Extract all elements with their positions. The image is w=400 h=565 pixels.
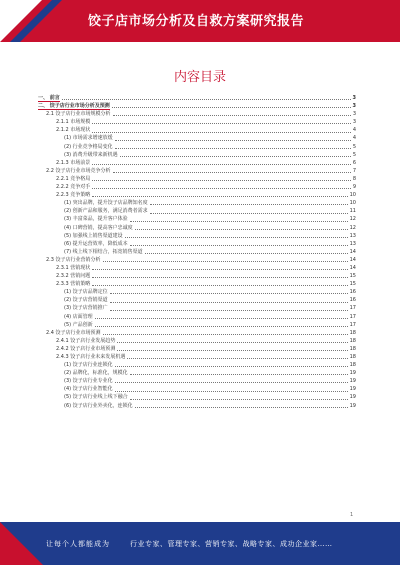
toc-entry[interactable] bbox=[38, 272, 356, 280]
report-title: 饺子店市场分析及自救方案研究报告 bbox=[88, 14, 305, 29]
toc-entry-page: 10 bbox=[349, 192, 356, 199]
toc-leader-dots bbox=[110, 296, 348, 302]
toc-entry-label: (4) 饺子店行业智能化 bbox=[64, 386, 113, 393]
toc-entry[interactable] bbox=[38, 175, 356, 183]
toc-entry-page: 18 bbox=[349, 362, 356, 369]
page-number: 1 bbox=[350, 512, 354, 518]
toc-entry-label: (3) 饺子店行业专业化 bbox=[64, 378, 113, 385]
toc-entry-page: 15 bbox=[349, 273, 356, 280]
toc-entry-label: 2.3 饺子店行业营销分析 bbox=[46, 256, 101, 263]
toc-leader-dots bbox=[95, 321, 348, 327]
toc-leader-dots bbox=[135, 402, 348, 408]
toc-entry-page: 19 bbox=[349, 378, 356, 385]
toc-entry-label: 2.2.2 竞争对手 bbox=[56, 184, 91, 191]
toc-entry-label: (6) 提升运营效率，降低成本 bbox=[64, 240, 128, 247]
toc-leader-dots bbox=[125, 232, 348, 238]
toc-entry-label: (4) 口碑营销，提高客户忠诚度 bbox=[64, 224, 133, 231]
toc-leader-dots bbox=[62, 94, 351, 100]
toc-entry[interactable] bbox=[38, 94, 356, 102]
toc-leader-dots bbox=[110, 304, 348, 310]
toc-heading: 内容目录 bbox=[173, 70, 226, 85]
toc-leader-dots bbox=[135, 224, 348, 230]
toc-entry[interactable] bbox=[38, 264, 356, 272]
toc-entry[interactable] bbox=[38, 110, 356, 118]
toc-leader-dots bbox=[92, 264, 347, 270]
table-of-contents bbox=[38, 94, 356, 410]
toc-leader-dots bbox=[130, 369, 348, 375]
toc-entry-label: (2) 品牌化，标准化，规模化 bbox=[64, 370, 128, 377]
toc-entry-page: 17 bbox=[349, 305, 356, 312]
toc-entry-label: (3) 消费升级带来新机遇 bbox=[64, 151, 118, 158]
toc-entry-label: 2.1.3 市场前景 bbox=[56, 159, 91, 166]
toc-entry-page: 12 bbox=[349, 224, 356, 231]
toc-entry-page: 19 bbox=[349, 394, 356, 401]
toc-entry[interactable] bbox=[38, 337, 356, 345]
toc-entry-page: 13 bbox=[349, 232, 356, 239]
toc-entry-label: 2.2 饺子店行业市场竞争分析 bbox=[46, 167, 111, 174]
toc-entry-label: (3) 饺子店营销推广 bbox=[64, 305, 108, 312]
toc-leader-dots bbox=[115, 134, 351, 140]
toc-entry-page: 18 bbox=[349, 337, 356, 344]
toc-entry-page: 7 bbox=[352, 167, 356, 174]
toc-leader-dots bbox=[110, 288, 348, 294]
toc-leader-dots bbox=[92, 272, 347, 278]
toc-entry[interactable] bbox=[38, 102, 356, 110]
toc-leader-dots bbox=[115, 385, 348, 391]
toc-entry-page: 18 bbox=[349, 345, 356, 352]
toc-entry-page: 15 bbox=[349, 281, 356, 288]
toc-entry-label: (5) 饺子店行业线上线下融合 bbox=[64, 394, 128, 401]
toc-entry-page: 9 bbox=[352, 184, 356, 191]
toc-entry-label: 2.3.2 营销问题 bbox=[56, 273, 91, 280]
toc-entry-page: 17 bbox=[349, 321, 356, 328]
toc-entry[interactable] bbox=[38, 240, 356, 248]
toc-entry-page: 3 bbox=[352, 111, 356, 118]
toc-entry[interactable] bbox=[38, 118, 356, 126]
toc-entry-page: 14 bbox=[349, 264, 356, 271]
toc-entry-page: 4 bbox=[352, 127, 356, 134]
footer-slogan: 让每个人都能成为 bbox=[46, 540, 110, 548]
toc-entry-label: (5) 产品创新 bbox=[64, 321, 93, 328]
toc-leader-dots bbox=[92, 118, 351, 124]
toc-entry[interactable] bbox=[38, 256, 356, 264]
header-banner bbox=[0, 0, 400, 42]
toc-leader-dots bbox=[92, 159, 351, 165]
toc-leader-dots bbox=[145, 248, 348, 254]
toc-entry[interactable] bbox=[38, 167, 356, 175]
toc-entry[interactable] bbox=[38, 215, 356, 223]
toc-leader-dots bbox=[92, 126, 351, 132]
toc-entry-label: 2.3.1 营销现状 bbox=[56, 264, 91, 271]
toc-leader-dots bbox=[92, 280, 347, 286]
toc-entry-page: 3 bbox=[352, 119, 356, 126]
toc-entry-page: 19 bbox=[349, 386, 356, 393]
toc-entry-page: 18 bbox=[349, 354, 356, 360]
toc-entry[interactable] bbox=[38, 207, 356, 215]
toc-leader-dots bbox=[103, 256, 348, 262]
toc-entry[interactable] bbox=[38, 134, 356, 142]
toc-entry-label: 2.4.2 饺子店行业市场预测 bbox=[56, 345, 116, 352]
toc-entry[interactable] bbox=[38, 183, 356, 191]
toc-entry[interactable] bbox=[38, 296, 356, 304]
toc-entry-page: 12 bbox=[349, 216, 356, 223]
toc-entry-page: 5 bbox=[352, 151, 356, 158]
toc-entry[interactable] bbox=[38, 288, 356, 296]
toc-entry-label: (2) 创新产品和服务，满足消费者需求 bbox=[64, 208, 148, 215]
toc-leader-dots bbox=[112, 102, 351, 108]
toc-entry-label: (5) 加强线上销售渠道建设 bbox=[64, 232, 123, 239]
toc-entry-label: (6) 饺子店行业外卖化，连锁化 bbox=[64, 402, 133, 409]
toc-entry-page: 10 bbox=[349, 200, 356, 207]
toc-entry-label: 2.2.1 竞争格局 bbox=[56, 175, 91, 182]
toc-entry-label: (2) 饺子店营销渠道 bbox=[64, 297, 108, 304]
toc-entry[interactable] bbox=[38, 159, 356, 167]
toc-entry-label: (3) 丰富菜品，提升客户体验 bbox=[64, 216, 128, 223]
toc-entry[interactable] bbox=[38, 353, 356, 361]
toc-entry[interactable] bbox=[38, 280, 356, 288]
toc-leader-dots bbox=[130, 393, 348, 399]
toc-leader-dots bbox=[115, 143, 351, 149]
toc-entry-page: 11 bbox=[349, 208, 356, 215]
toc-entry[interactable] bbox=[38, 361, 356, 369]
toc-leader-dots bbox=[130, 215, 348, 221]
toc-entry[interactable] bbox=[38, 191, 356, 199]
toc-entry-label: 2.4 饺子店行业市场预测 bbox=[46, 329, 101, 336]
toc-entry[interactable] bbox=[38, 143, 356, 151]
toc-entry-label: 2.1 饺子店行业市场规模分析 bbox=[46, 111, 111, 118]
toc-entry-page: 18 bbox=[349, 329, 356, 336]
toc-entry[interactable] bbox=[38, 369, 356, 377]
toc-entry-page: 6 bbox=[352, 159, 356, 166]
toc-leader-dots bbox=[113, 167, 351, 173]
footer-banner bbox=[0, 522, 400, 565]
toc-entry-page: 14 bbox=[349, 248, 356, 255]
toc-entry[interactable] bbox=[38, 151, 356, 159]
toc-entry[interactable] bbox=[38, 224, 356, 232]
toc-entry-label: 二、 饺子店行业市场分析及预测 bbox=[38, 103, 110, 110]
toc-leader-dots bbox=[150, 207, 348, 213]
toc-entry-label: 2.4.1 饺子店行业发展趋势 bbox=[56, 337, 116, 344]
toc-leader-dots bbox=[120, 151, 351, 157]
toc-entry-label: 2.2.3 竞争策略 bbox=[56, 192, 91, 199]
toc-leader-dots bbox=[92, 183, 351, 189]
toc-leader-dots bbox=[103, 329, 348, 335]
toc-entry[interactable] bbox=[38, 321, 356, 329]
toc-entry-page: 19 bbox=[349, 370, 356, 377]
toc-entry-page: 3 bbox=[352, 95, 356, 101]
footer-red-triangle bbox=[0, 522, 43, 565]
toc-entry-page: 4 bbox=[352, 135, 356, 142]
toc-entry-label: 一、 前言 bbox=[38, 95, 60, 101]
toc-entry-label: (4) 店面管理 bbox=[64, 313, 93, 320]
toc-leader-dots bbox=[117, 345, 347, 351]
toc-entry-page: 14 bbox=[349, 256, 356, 263]
toc-leader-dots bbox=[92, 175, 351, 181]
toc-entry-label: 2.1.2 市场现状 bbox=[56, 127, 91, 134]
toc-leader-dots bbox=[115, 377, 348, 383]
toc-leader-dots bbox=[117, 337, 347, 343]
toc-entry-label: (1) 市场需求增速放缓 bbox=[64, 135, 113, 142]
toc-leader-dots bbox=[150, 199, 348, 205]
toc-leader-dots bbox=[95, 313, 348, 319]
toc-entry-label: (2) 行业竞争格局变化 bbox=[64, 143, 113, 150]
toc-entry-label: 2.3.3 营销策略 bbox=[56, 281, 91, 288]
toc-entry-label: (1) 饺子店行业连锁化 bbox=[64, 362, 113, 369]
toc-entry-label: (7) 线上线下相结合，拓宽销售渠道 bbox=[64, 248, 143, 255]
toc-entry[interactable] bbox=[38, 248, 356, 256]
toc-entry-page: 19 bbox=[349, 402, 356, 409]
toc-entry-label: 2.4.3 饺子店行业未来发展机遇 bbox=[56, 354, 126, 360]
toc-entry-page: 5 bbox=[352, 143, 356, 150]
toc-leader-dots bbox=[113, 110, 351, 116]
toc-entry-label: (1) 突出品牌，提升饺子店品牌知名度 bbox=[64, 200, 148, 207]
toc-entry-label: 2.1.1 市场规模 bbox=[56, 119, 91, 126]
toc-leader-dots bbox=[127, 353, 347, 359]
footer-roles: 行业专家、管理专家、营销专家、战略专家、成功企业家…… bbox=[130, 540, 333, 548]
toc-entry-page: 8 bbox=[352, 175, 356, 182]
toc-entry[interactable] bbox=[38, 345, 356, 353]
toc-entry[interactable] bbox=[38, 393, 356, 401]
toc-entry[interactable] bbox=[38, 304, 356, 312]
toc-entry[interactable] bbox=[38, 385, 356, 393]
toc-entry-page: 17 bbox=[349, 313, 356, 320]
toc-entry[interactable] bbox=[38, 402, 356, 410]
toc-entry[interactable] bbox=[38, 329, 356, 337]
toc-leader-dots bbox=[92, 191, 347, 197]
toc-entry[interactable] bbox=[38, 232, 356, 240]
toc-entry-page: 16 bbox=[349, 297, 356, 304]
toc-entry[interactable] bbox=[38, 199, 356, 207]
toc-entry[interactable] bbox=[38, 313, 356, 321]
toc-entry-page: 16 bbox=[349, 289, 356, 296]
toc-entry[interactable] bbox=[38, 126, 356, 134]
toc-entry-page: 3 bbox=[352, 103, 356, 110]
toc-leader-dots bbox=[115, 361, 348, 367]
toc-entry-label: (1) 饺子店品牌定位 bbox=[64, 289, 108, 296]
toc-leader-dots bbox=[130, 240, 348, 246]
toc-entry-page: 13 bbox=[349, 240, 356, 247]
toc-entry[interactable] bbox=[38, 377, 356, 385]
